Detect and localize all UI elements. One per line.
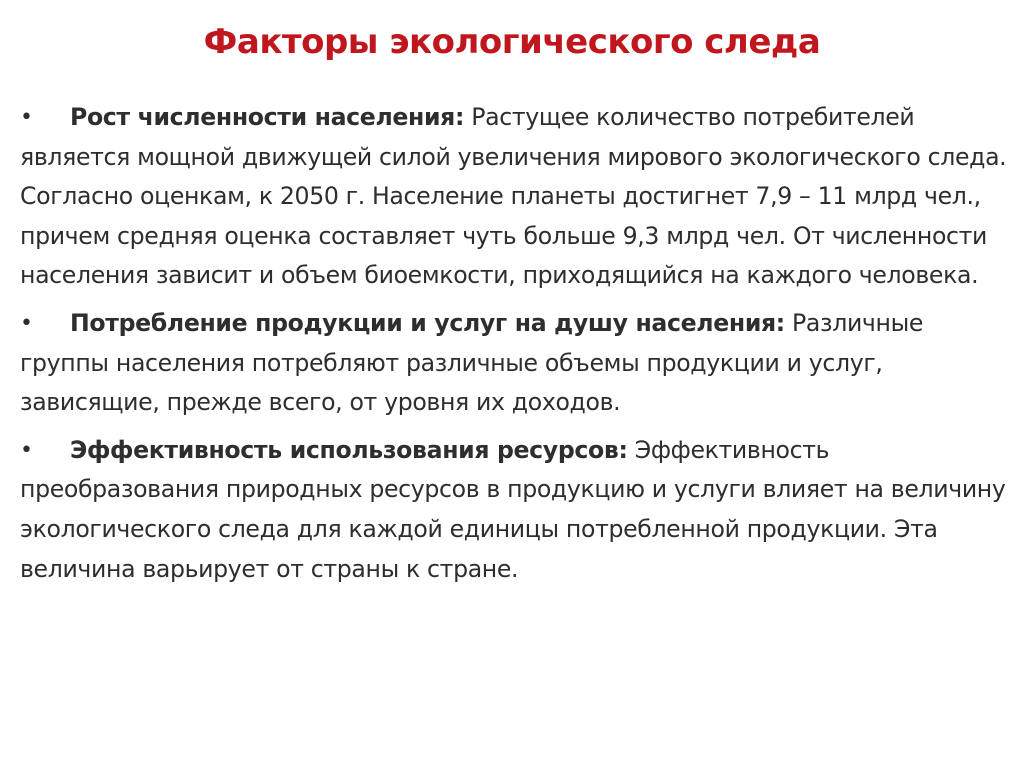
list-item-population-growth <box>20 98 1010 296</box>
item-text: Растущее количество потребителей является мощной движущей силой увеличения мирового экологического следа. Согласно оценкам, к 2050 г. Население планеты достигнет 7,9 – 11 млрд чел., причем средняя оценка составляет чуть больше 9,3 млрд чел. От численности населения зависит и объем биоемкости, приходящийся на каждого человека. <box>20 103 1007 290</box>
item-text: Различные группы населения потребляют различные объемы продукции и услуг, зависящие, прежде всего, от уровня их доходов. <box>20 308 924 417</box>
bullet-marker: • <box>20 105 33 130</box>
item-text: Эффективность преобразования природных ресурсов в продукцию и услуги влияет на величину экологического следа для каждой единицы потребленной продукции. Эта величина варьирует от страны к стране. <box>20 435 1006 583</box>
item-heading: Эффективность использования ресурсов: <box>70 435 628 464</box>
bullet-marker: • <box>20 310 33 336</box>
slide-title: Факторы экологического следа <box>203 22 821 62</box>
item-heading: Рост численности населения: <box>70 103 465 131</box>
bullet-list <box>20 98 1010 597</box>
list-item-consumption-per-capita <box>20 304 1010 423</box>
list-item-resource-efficiency <box>20 431 1010 589</box>
bullet-marker: • <box>20 437 33 463</box>
item-heading: Потребление продукции и услуг на душу населения: <box>70 308 785 337</box>
